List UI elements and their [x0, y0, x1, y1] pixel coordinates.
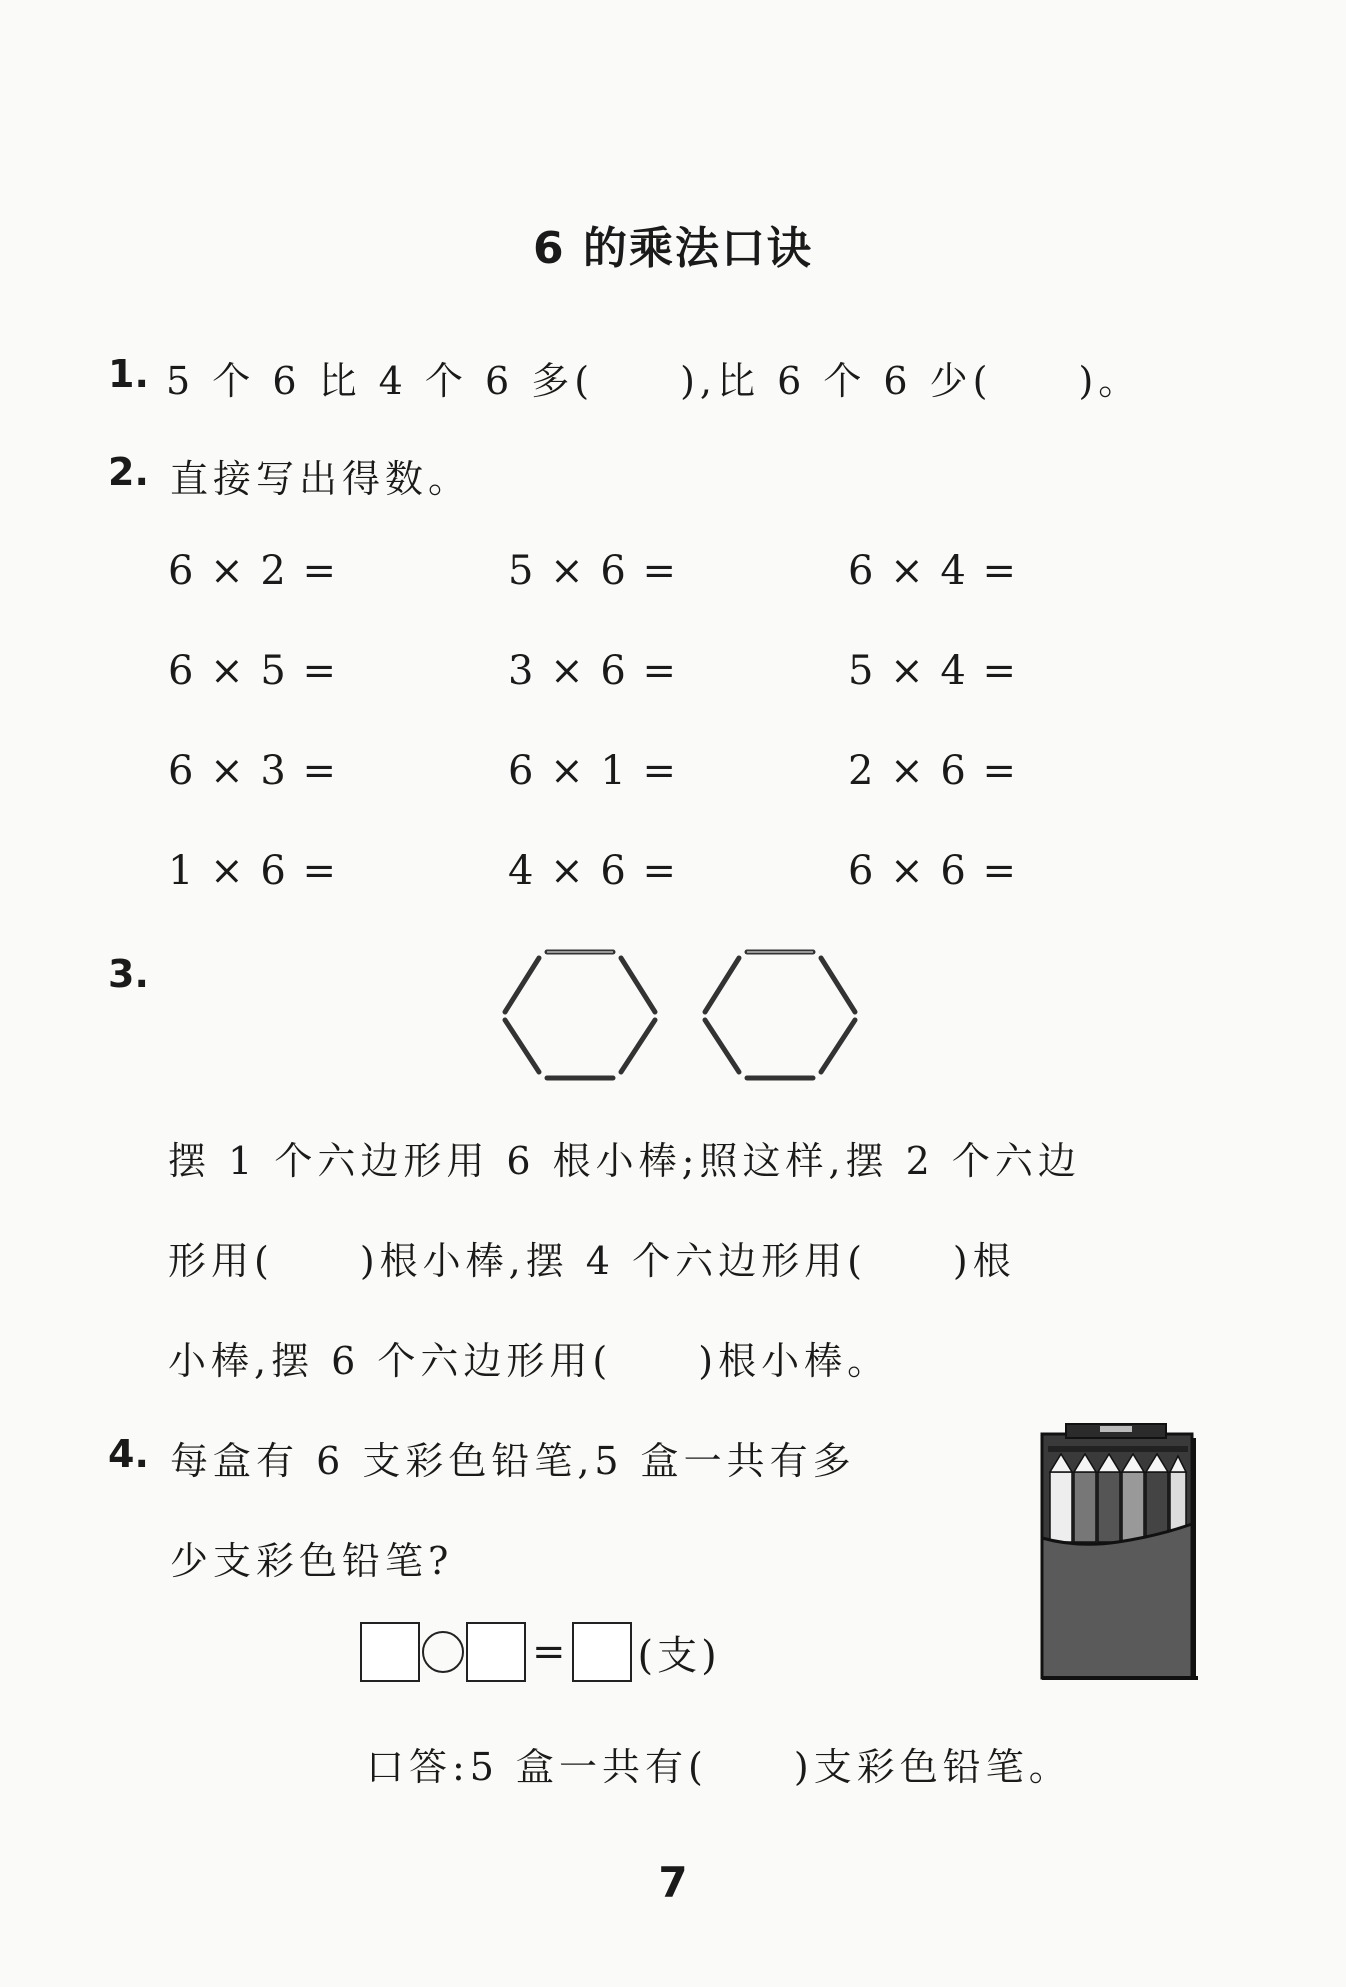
- calc-item: 6 × 4 =: [848, 548, 1019, 594]
- operator-circle[interactable]: [422, 1631, 464, 1673]
- question-4-number: 4.: [108, 1432, 149, 1476]
- calc-item: 4 × 6 =: [508, 848, 679, 894]
- answer-box-3[interactable]: [572, 1622, 632, 1682]
- hexagon-sticks-icon: [495, 940, 875, 1090]
- equation-boxes: [360, 1622, 727, 1682]
- oral-answer-line: 口答:5 盒一共有( )支彩色铅笔。: [366, 1745, 1072, 1789]
- calc-item: 6 × 1 =: [508, 748, 679, 794]
- unit-label: (支): [637, 1632, 721, 1679]
- answer-box-2[interactable]: [466, 1622, 526, 1682]
- calc-item: 6 × 5 =: [168, 648, 339, 694]
- calc-item: 1 × 6 =: [168, 848, 339, 894]
- page-title: 6 的乘法口诀: [533, 223, 813, 274]
- equals-sign: =: [532, 1629, 566, 1675]
- question-2-number: 2.: [108, 450, 149, 494]
- question-3-number: 3.: [108, 952, 149, 996]
- calc-item: 6 × 2 =: [168, 548, 339, 594]
- question-3-line-2: 形用( )根小棒,摆 4 个六边形用( )根: [168, 1239, 1016, 1283]
- calc-item: 6 × 6 =: [848, 848, 1019, 894]
- question-3-line-1: 摆 1 个六边形用 6 根小棒;照这样,摆 2 个六边: [168, 1139, 1081, 1183]
- calc-item: 5 × 6 =: [508, 548, 679, 594]
- calc-item: 3 × 6 =: [508, 648, 679, 694]
- calc-item: 6 × 3 =: [168, 748, 339, 794]
- answer-box-1[interactable]: [360, 1622, 420, 1682]
- page-number: 7: [658, 1858, 688, 1907]
- question-4-line-1: 每盒有 6 支彩色铅笔,5 盒一共有多: [170, 1439, 856, 1483]
- calc-item: 5 × 4 =: [848, 648, 1019, 694]
- question-1-number: 1.: [108, 352, 149, 396]
- pencil-box-icon: [1038, 1420, 1200, 1682]
- question-2-prompt: 直接写出得数。: [170, 457, 472, 501]
- question-4-line-2: 少支彩色铅笔?: [170, 1539, 454, 1583]
- question-3-line-3: 小棒,摆 6 个六边形用( )根小棒。: [168, 1339, 891, 1383]
- calc-item: 2 × 6 =: [848, 748, 1019, 794]
- question-1-text: 5 个 6 比 4 个 6 多( ),比 6 个 6 少( )。: [166, 359, 1142, 403]
